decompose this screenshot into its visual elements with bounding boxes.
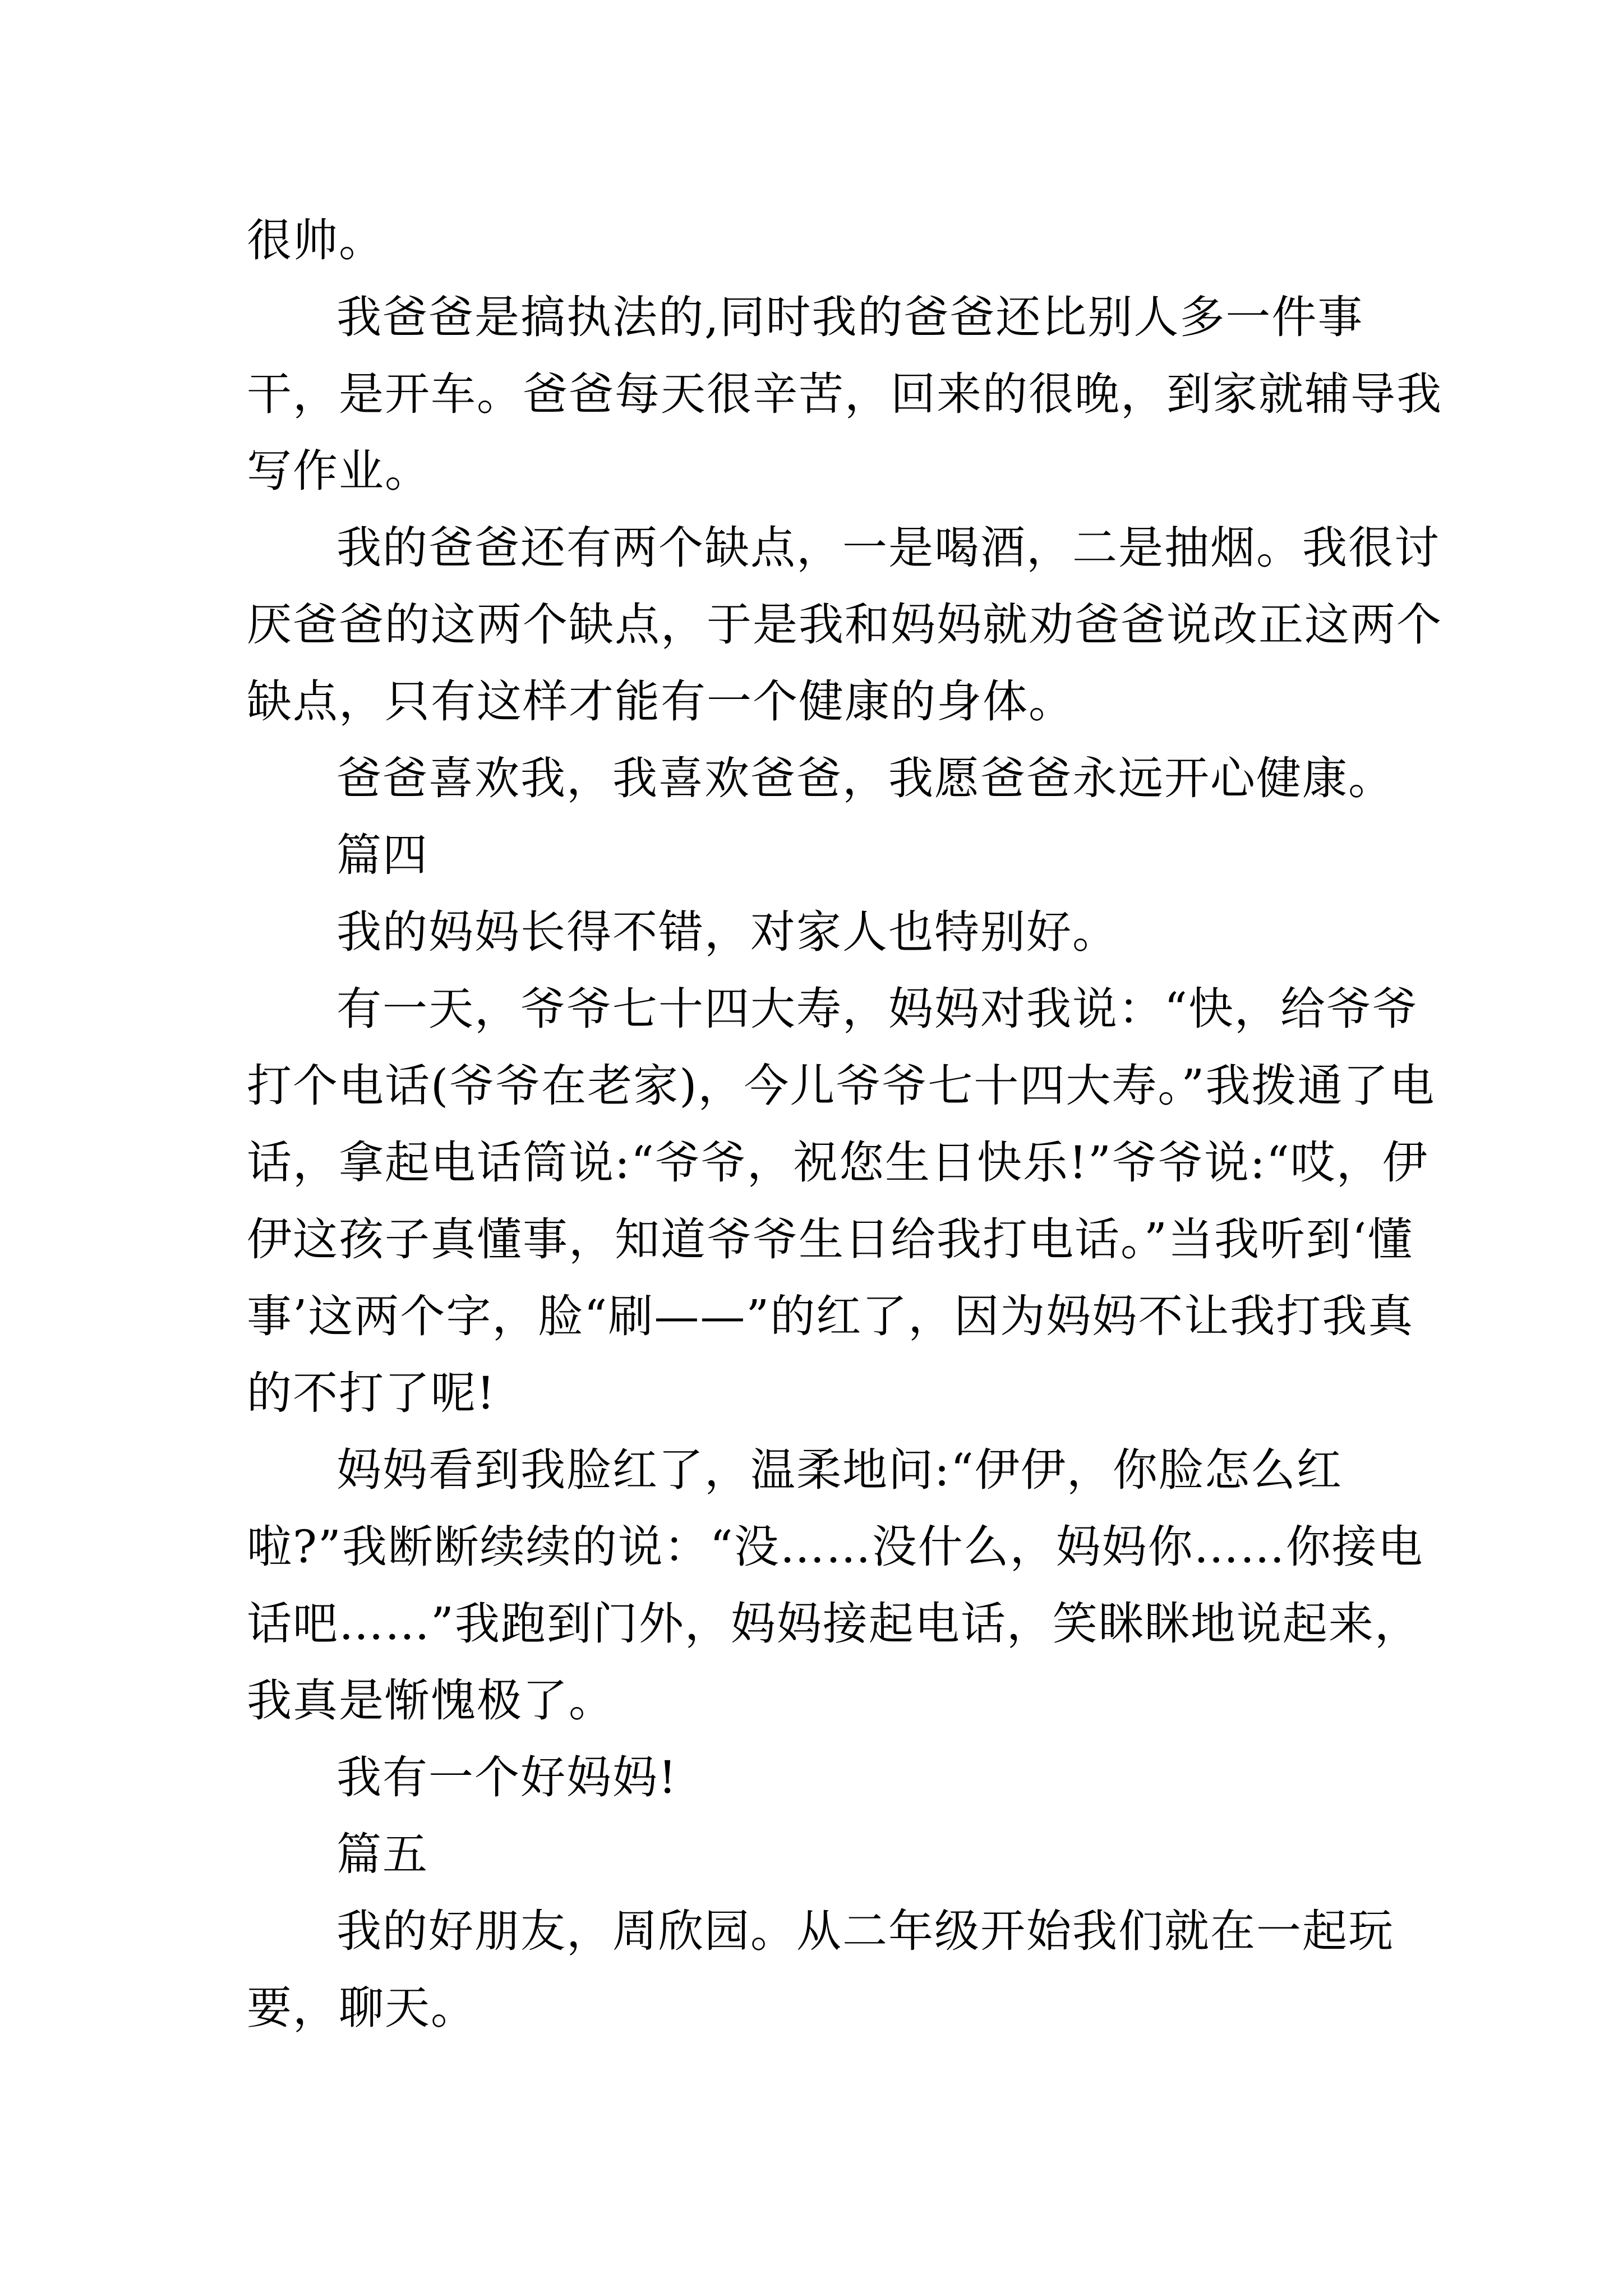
paragraph-mother-asks: 妈妈看到我脸红了，温柔地问:“伊伊，你脸怎么红啦?”我断断续续的说：“没……没什么，妈妈你……你接电话吧……”我跑到门外，妈妈接起电话，笑眯眯地说起来，我真是惭愧极了。 (247, 1444, 1424, 1727)
paragraph-good-mother: 我有一个好妈妈! (336, 1751, 678, 1803)
paragraph-father-wish: 爸爸喜欢我，我喜欢爸爸，我愿爸爸永远开心健康。 (336, 752, 1394, 804)
paragraph-father-flaws: 我的爸爸还有两个缺点，一是喝酒，二是抽烟。我很讨厌爸爸的这两个缺点，于是我和妈妈就劝爸爸说改正这两个缺点，只有这样才能有一个健康的身体。 (247, 522, 1442, 728)
section-heading-part-four: 篇四 (336, 829, 428, 881)
paragraph-good-friend: 我的好朋友，周欣园。从二年级开始我们就在一起玩要，聊天。 (247, 1905, 1394, 2034)
paragraph-father-job: 我爸爸是搞执法的,同时我的爸爸还比别人多一件事干，是开车。爸爸每天很辛苦，回来的很晚，到家就辅导我写作业。 (247, 291, 1442, 497)
paragraph-grandpa-birthday: 有一天，爷爷七十四大寿，妈妈对我说：“快，给爷爷打个电话(爷爷在老家)，今儿爷爷七十四大寿。”我拨通了电话，拿起电话筒说:“爷爷，祝您生日快乐!”爷爷说:“哎，伊伊这孩子真懂事，知道爷爷生日给我打电话。”当我听到‘懂事’这两个字，脸“刷——”的红了，因为妈妈不让我打我真的不打了呢! (247, 983, 1436, 1419)
paragraph-mother-intro: 我的妈妈长得不错，对家人也特别好。 (336, 906, 1118, 958)
paragraph-continuation: 很帅。 (247, 214, 385, 266)
section-heading-part-five: 篇五 (336, 1828, 428, 1880)
document-body (247, 202, 1447, 2046)
